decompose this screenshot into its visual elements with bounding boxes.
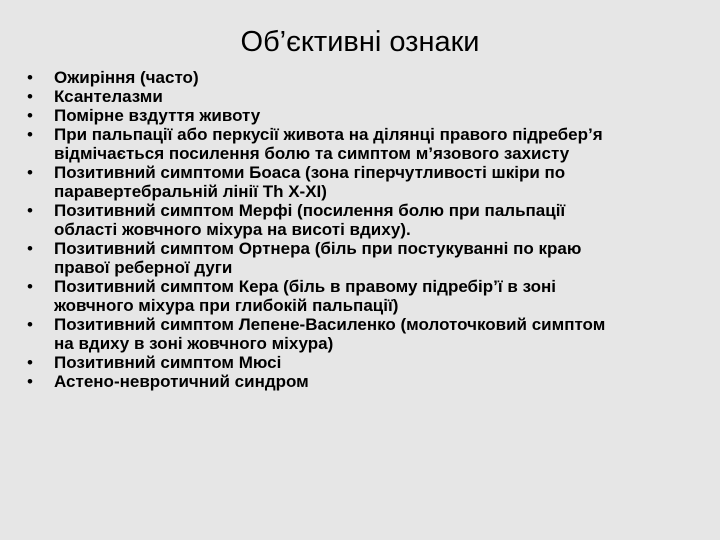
bullet-text: Позитивний симптом Кера (біль в правому підребір’ї в зоні жовчного міхура при глибокій пальпації) — [54, 277, 556, 315]
bullet-marker: • — [27, 372, 33, 391]
bullet-item — [27, 87, 707, 106]
bullet-text: Ожиріння (часто) — [54, 68, 199, 87]
bullet-text: Астено-невротичний синдром — [54, 372, 309, 391]
bullet-text: Позитивний симптом Мюсі — [54, 353, 282, 372]
bullet-text: Позитивний симптом Лепене-Василенко (молоточковий симптом на вдиху в зоні жовчного міхура) — [54, 315, 606, 353]
bullet-marker: • — [27, 125, 33, 144]
bullet-item — [27, 163, 707, 201]
slide-title: Об’єктивні ознаки — [240, 26, 480, 58]
bullet-text: При пальпації або перкусії живота на ділянці правого підребер’я відмічається посилення болю та симптом м’язового захисту — [54, 125, 603, 163]
bullet-marker: • — [27, 239, 33, 258]
bullet-item — [27, 201, 707, 239]
bullet-text: Позитивний симптоми Боаса (зона гіперчутливості шкіри по паравертебральній лінії Th X-XI) — [54, 163, 566, 201]
bullet-item — [27, 277, 707, 315]
bullet-marker: • — [27, 353, 33, 372]
bullet-marker: • — [27, 87, 33, 106]
bullet-text: Позитивний симптом Ортнера (біль при постукуванні по краю правої реберної дуги — [54, 239, 582, 277]
bullet-text: Позитивний симптом Мерфі (посилення болю при пальпації області жовчного міхура на висоті вдиху). — [54, 201, 566, 239]
bullet-text: Помірне вздуття животу — [54, 106, 261, 125]
bullet-marker: • — [27, 277, 33, 296]
bullet-marker: • — [27, 68, 33, 87]
bullet-marker: • — [27, 163, 33, 182]
bullet-item — [27, 372, 707, 391]
bullet-text: Ксантелазми — [54, 87, 163, 106]
bullet-item — [27, 68, 707, 87]
bullet-marker: • — [27, 106, 33, 125]
bullet-item — [27, 125, 707, 163]
bullet-item — [27, 106, 707, 125]
bullet-item — [27, 315, 707, 353]
bullet-list — [27, 68, 707, 391]
bullet-item — [27, 353, 707, 372]
bullet-marker: • — [27, 201, 33, 220]
bullet-item — [27, 239, 707, 277]
bullet-marker: • — [27, 315, 33, 334]
